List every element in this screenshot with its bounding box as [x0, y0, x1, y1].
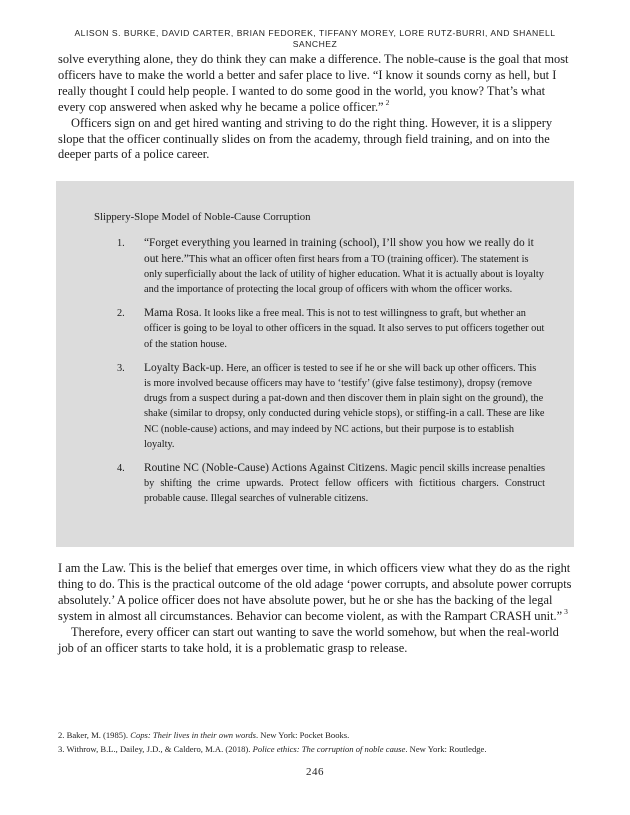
list-item-lead: Routine NC (Noble-Cause) Actions Against Citizens. — [144, 461, 388, 474]
list-item-number: 1. — [117, 238, 125, 250]
footnote-suffix: . New York: Pocket Books. — [255, 730, 350, 740]
list-item-lead: Mama Rosa. — [144, 307, 202, 320]
list-item-number: 3. — [117, 362, 125, 374]
list-item-text: It looks like a free meal. This is not to test willingness to graft, but whether an officer is going to be loyal to other officers in the squad. It also serves to put officers together out of the station house. — [144, 308, 545, 350]
list-item-text: Magic pencil skills increase penalties by shifting the crime upwards. Protect fellow officers with fictitious chargers. Construct probable cause. Illegal searches of vulnerable citizens. — [144, 462, 545, 505]
footnote-suffix: . New York: Routledge. — [405, 744, 487, 755]
list-item-lead: “Forget everything you learned in training (school), I’ll show you how we really do it out here.” — [144, 237, 534, 265]
running-head-authors: ALISON S. BURKE, DAVID CARTER, BRIAN FEDOREK, TIFFANY MOREY, LORE RUTZ-BURRI, AND SHANELL — [74, 28, 556, 38]
list-item-number: 4. — [117, 462, 125, 474]
running-head — [58, 28, 572, 50]
list-item-lead: Loyalty Back-up. — [144, 361, 224, 374]
list-item-body — [144, 461, 545, 507]
footnote-ref-2[interactable]: 2 — [385, 97, 390, 107]
box-list-item-2 — [117, 306, 545, 352]
paragraph-conclusion: Therefore, every officer can start out wanting to save the world somehow, but when the real-world job of an officer starts to take hold, it is a problematic grasp to release. — [58, 624, 559, 655]
footnote-3 — [58, 742, 578, 756]
box-list-item-1 — [117, 236, 545, 297]
footnote-prefix: 2. Baker, M. (1985). — [58, 730, 131, 740]
list-item-text: Here, an officer is tested to see if he or she will back up other officers. This is more involved because officers may have to ‘testify’ (give false testimony), dropsy (remove drugs from a suspect during a pat-down and then discover them in plain sight on the ground), the shake (similar to dropsy, only conducted during vehicle stops), or stiffing-in a call. These are like NC (noble-cause) actions, and may indeed by NC actions, but their purpose is to establish loyalty. — [144, 362, 545, 450]
running-head-authors-continued: SANCHEZ — [292, 39, 338, 49]
list-item-text: This what an officer often first hears from a TO (training officer). The statement is only superficially about the lack of utility of higher education. What it is actually about is loyalty and the importance of protecting the local group of officers with whom the officer works. — [144, 253, 544, 295]
page-content — [58, 28, 572, 657]
paragraph-slippery-slope: Officers sign on and get hired wanting and striving to do the right thing. However, it is a slippery slope that the officer continually slides on from the academy, through field training, and on into the deeper parts of a police career. — [58, 115, 553, 162]
page-number: 246 — [306, 766, 324, 778]
box-list-item-3 — [117, 361, 545, 452]
paragraph-i-am-the-law-text: I am the Law. This is the belief that emerges over time, in which officers view what they do as the right thing to do. This is the practical outcome of the old adage ‘power corrupts, and absolute power corrupts absolutely.’ A police officer does not have absolute power, but he or she has the backing of the legal system in almost all circumstances. Behavior can become violent, as with the Rampart CRASH unit.” — [58, 561, 572, 624]
paragraph-noble-cause — [58, 52, 572, 116]
footnote-title: Cops: Their lives in their own words — [130, 730, 256, 740]
footnote-prefix: 3. Withrow, B.L., Dailey, J.D., & Caldero, M.A. (2018). — [58, 744, 253, 755]
paragraph-noble-cause-text: solve everything alone, they do think they can make a difference. The noble-cause is the goal that most officers have to make the world a better and safer place to live. “I know it sounds corny as hell, but I really thought I could help people. I wanted to do some good in the world, you know? That’s what every cop answered when asked why he became a police officer.” — [58, 52, 569, 114]
footnote-title: Police ethics: The corruption of noble cause — [252, 744, 406, 755]
footnote-ref-3[interactable]: 3 — [564, 607, 568, 617]
body-text-continued — [58, 561, 572, 656]
box-list-item-4 — [117, 461, 545, 507]
footnotes — [58, 728, 578, 757]
box-list — [117, 236, 545, 515]
box-title: Slippery-Slope Model of Noble-Cause Corruption — [94, 211, 311, 224]
sidebar-box-slippery-slope-model — [56, 181, 574, 547]
footnote-2 — [58, 728, 578, 742]
body-text — [58, 52, 572, 163]
paragraph-i-am-the-law — [58, 561, 572, 625]
list-item-number: 2. — [117, 308, 125, 320]
